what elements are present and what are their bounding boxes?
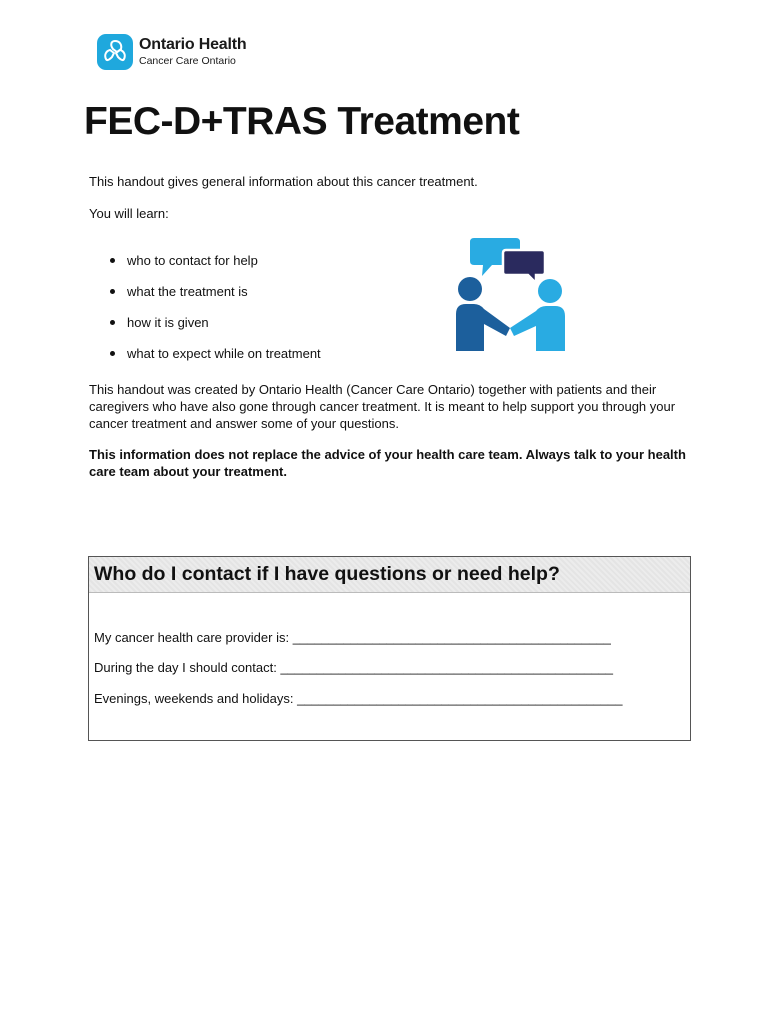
provider-field[interactable]: My cancer health care provider is: ____________________________________________ bbox=[94, 630, 611, 645]
intro-text: This handout gives general information about this cancer treatment. bbox=[89, 174, 478, 189]
list-item: how it is given bbox=[110, 314, 321, 345]
advice-note: This information does not replace the advice of your health care team. Always talk to your health care team about your treatment. bbox=[89, 447, 686, 479]
person-left-body-icon bbox=[456, 304, 510, 351]
contact-box bbox=[88, 556, 691, 741]
person-left-head-icon bbox=[458, 277, 482, 301]
person-right-body-icon bbox=[510, 306, 565, 351]
ontario-trillium-icon bbox=[97, 34, 133, 70]
created-text: This handout was created by Ontario Health (Cancer Care Ontario) together with patients and their caregivers who have also gone through cancer treatment. It is meant to help support you through your cancer treatment and answer some of your questions. bbox=[89, 382, 676, 431]
after-hours-field[interactable]: Evenings, weekends and holidays: _____________________________________________ bbox=[94, 691, 623, 706]
bullet-icon bbox=[110, 289, 115, 294]
bullet-icon bbox=[110, 320, 115, 325]
bullet-icon bbox=[110, 351, 115, 356]
list-item: what the treatment is bbox=[110, 283, 321, 314]
contact-header bbox=[89, 557, 690, 593]
page-title: FEC-D+TRAS Treatment bbox=[84, 100, 520, 143]
list-item: who to contact for help bbox=[110, 252, 321, 283]
org-subname: Cancer Care Ontario bbox=[139, 55, 236, 68]
org-logo bbox=[97, 34, 246, 70]
person-right-head-icon bbox=[538, 279, 562, 303]
bullet-icon bbox=[110, 258, 115, 263]
speech-bubble-dark-icon bbox=[503, 250, 545, 283]
learn-list bbox=[110, 252, 321, 376]
learn-label: You will learn: bbox=[89, 206, 169, 221]
list-item: what to expect while on treatment bbox=[110, 345, 321, 376]
contact-heading: Who do I contact if I have questions or need help? bbox=[94, 563, 560, 585]
two-people-talking-icon bbox=[452, 236, 568, 353]
org-name: Ontario Health bbox=[139, 36, 247, 54]
day-contact-field[interactable]: During the day I should contact: ______________________________________________ bbox=[94, 660, 614, 675]
